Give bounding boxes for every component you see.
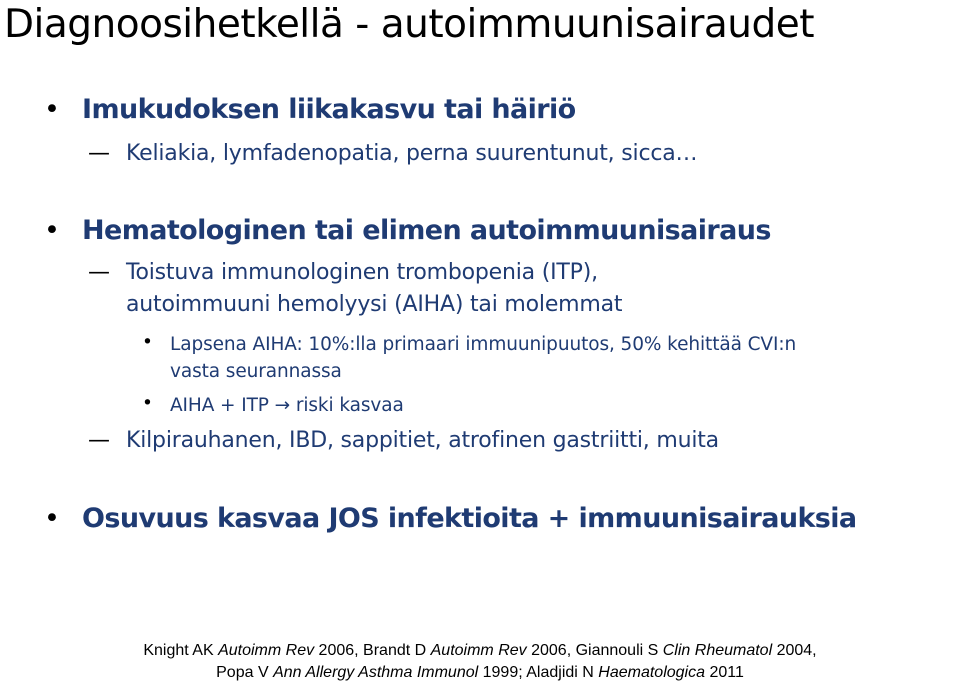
- bullet-1-sub-text: Keliakia, lymfadenopatia, perna suurentunut, sicca…: [126, 141, 698, 166]
- bullet-2-sub-1-b: [142, 393, 404, 416]
- bullet-2-sub-1-line-1: Toistuva immunologinen trombopenia (ITP),: [126, 260, 598, 285]
- bullet-3: [44, 503, 857, 534]
- references-line-2: [0, 662, 960, 684]
- dash-icon: —: [88, 260, 110, 285]
- bullet-dot-icon: •: [142, 332, 153, 353]
- dash-icon: —: [88, 141, 110, 166]
- ref-journal: Haematologica: [598, 664, 705, 681]
- ref-text: 2006, Giannouli S: [526, 642, 663, 659]
- bullet-2-sub-2: [88, 428, 719, 453]
- dash-icon: —: [88, 428, 110, 453]
- ref-journal: Autoimm Rev: [218, 642, 315, 659]
- bullet-2-text: Hematologinen tai elimen autoimmuunisairaus: [82, 215, 771, 246]
- bullet-3-text: Osuvuus kasvaa JOS infektioita + immuunisairauksia: [82, 503, 857, 534]
- ref-text: Popa V: [216, 664, 274, 681]
- ref-text: 2011: [705, 664, 744, 681]
- ref-text: 2004,: [772, 642, 817, 659]
- ref-journal: Autoimm Rev: [430, 642, 527, 659]
- bullet-2-sub-1-b-pre: AIHA + ITP: [170, 395, 275, 416]
- ref-journal: Clin Rheumatol: [662, 642, 773, 659]
- right-arrow-icon: →: [274, 395, 291, 416]
- bullet-2-sub-1-a-cont: [170, 361, 342, 382]
- bullet-2-sub-1-a-line-2: vasta seurannassa: [170, 361, 342, 382]
- bullet-2-sub-1-a: [142, 332, 797, 355]
- ref-journal: Ann Allergy Asthma Immunol: [273, 664, 479, 681]
- bullet-2-sub-1-a-line-1: Lapsena AIHA: 10%:lla primaari immuunipuutos, 50% kehittää CVI:n: [170, 334, 797, 355]
- ref-text: Knight AK: [143, 642, 219, 659]
- bullet-1: [44, 94, 576, 125]
- bullet-2-sub-1: [88, 260, 598, 285]
- bullet-dot-icon: •: [44, 94, 60, 125]
- bullet-2-sub-2-text: Kilpirauhanen, IBD, sappitiet, atrofinen gastriitti, muita: [126, 428, 719, 453]
- ref-text: 1999; Aladjidi N: [478, 664, 599, 681]
- bullet-2: [44, 215, 771, 246]
- bullet-dot-icon: •: [142, 393, 153, 414]
- bullet-dot-icon: •: [44, 503, 60, 534]
- slide-title: Diagnoosihetkellä - autoimmuunisairaudet: [4, 2, 815, 47]
- bullet-2-sub-1-cont: [126, 292, 622, 317]
- bullet-2-sub-1-b-post: riski kasvaa: [290, 395, 404, 416]
- bullet-dot-icon: •: [44, 215, 60, 246]
- references: [0, 640, 960, 684]
- ref-text: 2006, Brandt D: [314, 642, 431, 659]
- bullet-1-sub: [88, 141, 698, 166]
- bullet-2-sub-1-line-2: autoimmuuni hemolyysi (AIHA) tai molemmat: [126, 292, 623, 317]
- references-line-1: [0, 640, 960, 662]
- bullet-1-text: Imukudoksen liikakasvu tai häiriö: [82, 94, 576, 125]
